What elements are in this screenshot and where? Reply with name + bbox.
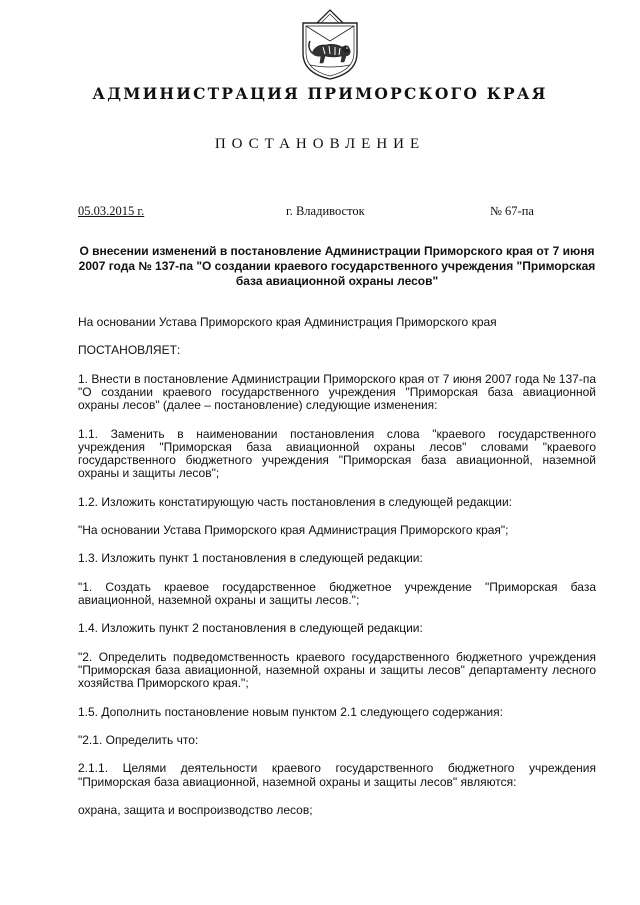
document-city: г. Владивосток: [286, 204, 365, 218]
paragraph: 1.1. Заменить в наименовании постановления слова "краевого государственного учреждения "Приморская база авиационной охраны лесов" словами "краевого государственного бюджетного учреждения "Приморская база авиационной, наземной охраны и защиты лесов";: [78, 426, 596, 481]
paragraph: "2.1. Определить что:: [78, 732, 199, 747]
paragraph: 2.1.1. Целями деятельности краевого государственного бюджетного учреждения "Приморская база авиационной, наземной охраны и защиты лесов" являются:: [78, 761, 596, 789]
organization-name: АДМИНИСТРАЦИЯ ПРИМОРСКОГО КРАЯ: [92, 84, 548, 103]
paragraph: ПОСТАНОВЛЯЕТ:: [78, 343, 181, 358]
document-number: № 67-па: [490, 204, 534, 218]
paragraph: 1.4. Изложить пункт 2 постановления в следующей редакции:: [78, 621, 423, 636]
paragraph: На основании Устава Приморского края Администрация Приморского края: [78, 315, 497, 329]
coat-of-arms-icon: [299, 7, 361, 81]
paragraph: 1.3. Изложить пункт 1 постановления в следующей редакции:: [78, 551, 423, 566]
paragraph: 1.2. Изложить констатирующую часть постановления в следующей редакции:: [78, 494, 513, 509]
paragraph: 1. Внести в постановление Администрации Приморского края от 7 июня 2007 года № 137-па "О создании краевого государственного учреждения "Приморская база авиационной охраны лесов" (далее – постановление) следующие изменения:: [78, 371, 596, 413]
document-body: [78, 316, 596, 832]
paragraph: "1. Создать краевое государственное бюджетное учреждение "Приморская база авиационной, наземной охраны и защиты лесов.";: [78, 579, 596, 607]
paragraph: "2. Определить подведомственность краевого государственного бюджетного учреждения "Приморская база авиационной, наземной охраны и защиты лесов" департаменту лесного хозяйства Приморского края.";: [78, 649, 596, 691]
paragraph: 1.5. Дополнить постановление новым пунктом 2.1 следующего содержания:: [78, 704, 503, 719]
document-type: ПОСТАНОВЛЕНИЕ: [214, 136, 426, 152]
paragraph: охрана, защита и воспроизводство лесов;: [78, 802, 313, 817]
document-title: О внесении изменений в постановление Администрации Приморского края от 7 июня 2007 года № 137-па "О создании краевого государственного учреждения "Приморская база авиационной охраны лесов": [78, 244, 596, 288]
document-date: 05.03.2015 г.: [78, 204, 145, 218]
paragraph: "На основании Устава Приморского края Администрация Приморского края";: [78, 522, 509, 537]
